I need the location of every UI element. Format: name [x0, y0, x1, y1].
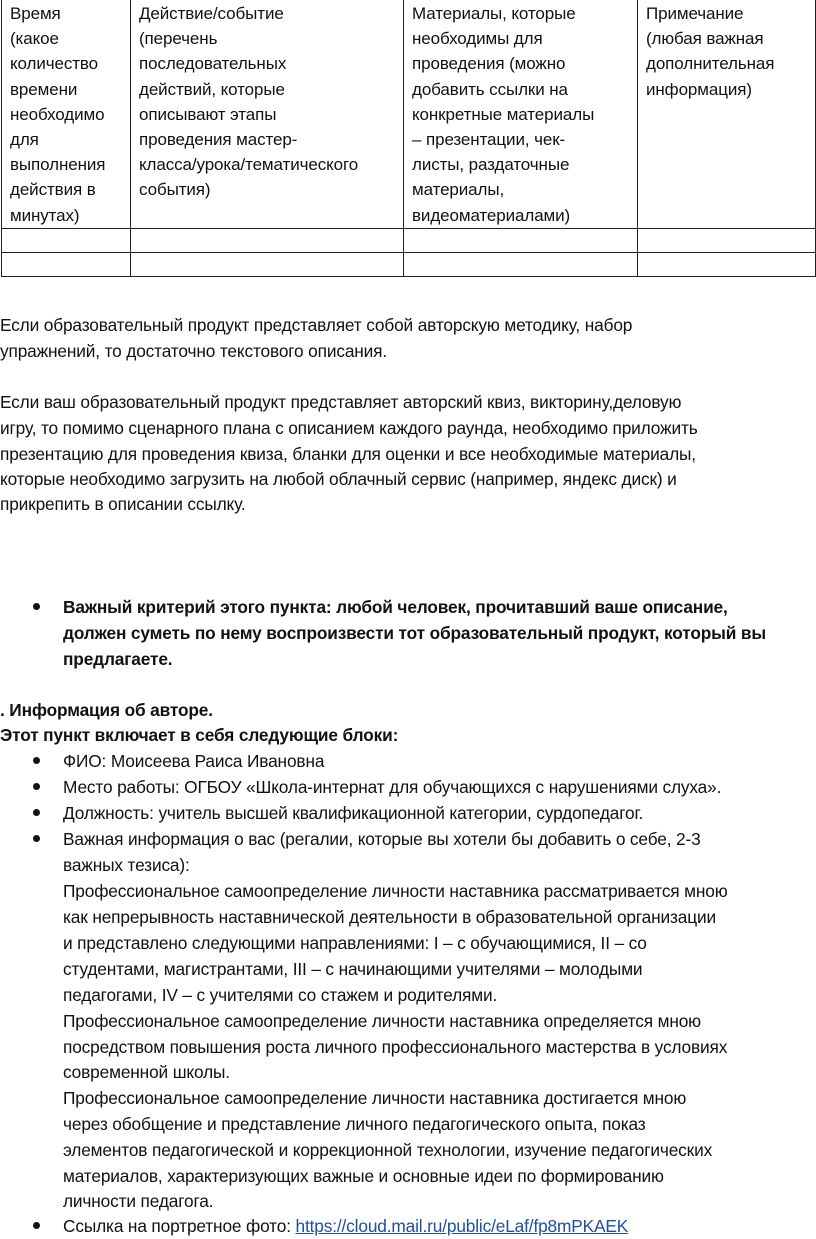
table-cell[interactable] — [638, 228, 816, 252]
info-line: современной школы. — [63, 1062, 230, 1082]
header-line: для — [10, 130, 39, 150]
bullet-icon — [33, 603, 40, 610]
header-line: Действие/событие — [139, 4, 284, 23]
header-line: Материалы, которые — [412, 4, 576, 23]
scenario-table — [1, 0, 816, 277]
table-row — [2, 228, 816, 252]
info-line: педагогами, IV – с учителями со стажем и родителями. — [63, 985, 498, 1005]
header-line: минутах) — [10, 205, 80, 225]
table-header-row — [2, 0, 816, 228]
header-cell-note — [638, 0, 816, 228]
info-line: посредством повышения роста личного профессионального мастерства в условиях — [63, 1037, 728, 1057]
bullet-icon — [33, 783, 40, 790]
header-line: Время — [10, 4, 61, 23]
info-line: студентами, магистрантами, III – с начинающими учителями – молодыми — [63, 959, 643, 979]
bullet-icon — [33, 757, 40, 764]
header-line: дополнительная — [646, 54, 775, 74]
info-line: материалов, характеризующих важные и основные идеи по формированию — [63, 1166, 664, 1186]
header-line: проведения (можно — [412, 54, 566, 74]
info-line: Профессиональное самоопределение личности наставника достигается мною — [63, 1088, 687, 1108]
header-line: времени — [10, 79, 78, 99]
author-fio: ФИО: Моисеева Раиса Ивановна — [63, 751, 325, 771]
table-cell[interactable] — [404, 252, 638, 276]
table-cell[interactable] — [2, 228, 131, 252]
bullet-icon — [33, 835, 40, 842]
paragraph-line: Если образовательный продукт представляет собой авторскую методику, набор — [0, 315, 633, 335]
header-line: листы, раздаточные — [412, 155, 570, 175]
header-cell-time — [2, 0, 131, 228]
paragraph-line: которые необходимо загрузить на любой облачный сервис (например, яндекс диск) и — [0, 469, 677, 489]
header-line: последовательных — [139, 54, 287, 74]
header-line: – презентации, чек- — [412, 130, 566, 150]
header-cell-materials — [404, 0, 638, 228]
info-line: Важная информация о вас (регалии, которые вы хотели бы добавить о себе, 2-3 — [63, 829, 701, 849]
table-cell[interactable] — [2, 252, 131, 276]
photo-link-item — [63, 1213, 628, 1239]
header-line: (перечень — [139, 29, 218, 49]
header-line: проведения мастер- — [139, 130, 298, 150]
criterion-line: должен суметь по нему воспроизвести тот образовательный продукт, который вы — [63, 623, 766, 643]
header-line: события) — [139, 180, 211, 200]
info-line: и представлено следующими направлениями: I – с обучающимися, II – со — [63, 933, 647, 953]
paragraph-line: упражнений, то достаточно текстового описания. — [0, 341, 388, 361]
header-line: конкретные материалы — [412, 104, 595, 124]
header-line: добавить ссылки на — [412, 79, 568, 99]
info-line: как непрерывность наставнической деятельности в образовательной организации — [63, 907, 716, 927]
criterion-line: Важный критерий этого пункта: любой человек, прочитавший ваше описание, — [63, 597, 728, 617]
header-line: (любая важная — [646, 29, 764, 49]
criterion-line: предлагаете. — [63, 649, 173, 669]
paragraph-line: Если ваш образовательный продукт представляет авторский квиз, викторину,деловую — [0, 392, 682, 412]
header-line: действия в — [10, 180, 96, 200]
header-line: необходимы для — [412, 29, 543, 49]
header-line: (какое — [10, 29, 59, 49]
header-line: материалы, — [412, 180, 505, 200]
paragraph-line: прикрепить в описании ссылку. — [0, 494, 246, 514]
header-line: выполнения — [10, 155, 106, 175]
header-line: информация) — [646, 79, 752, 99]
author-workplace: Место работы: ОГБОУ «Школа-интернат для обучающихся с нарушениями слуха». — [63, 777, 722, 797]
photo-link-label: Ссылка на портретное фото: — [63, 1216, 296, 1236]
header-line: действий, которые — [139, 79, 285, 99]
info-line: через обобщение и представление личного педагогического опыта, показ — [63, 1114, 646, 1134]
header-line: необходимо — [10, 104, 105, 124]
bullet-icon — [33, 1222, 40, 1229]
header-line: видеоматериалами) — [412, 205, 571, 225]
table-cell[interactable] — [638, 252, 816, 276]
table-cell[interactable] — [131, 252, 404, 276]
portrait-photo-link[interactable]: https://cloud.mail.ru/public/eLaf/fp8mPKAEK — [295, 1216, 629, 1236]
table-row — [2, 252, 816, 276]
section-title: . Информация об авторе. — [0, 700, 213, 720]
table-cell[interactable] — [404, 228, 638, 252]
info-line: элементов педагогической и коррекционной технологии, изучение педагогических — [63, 1140, 713, 1160]
author-position: Должность: учитель высшей квалификационной категории, сурдопедагог. — [63, 803, 644, 823]
header-line: Примечание — [646, 4, 744, 23]
info-line: Профессиональное самоопределение личности наставника рассматривается мною — [63, 881, 728, 901]
paragraph-line: презентацию для проведения квиза, бланки для оценки и все необходимые материалы, — [0, 444, 696, 464]
header-cell-action — [131, 0, 404, 228]
table-cell[interactable] — [131, 228, 404, 252]
header-line: класса/урока/тематического — [139, 155, 359, 175]
header-line: описывают этапы — [139, 104, 277, 124]
info-line: важных тезиса): — [63, 855, 190, 875]
paragraph-line: игру, то помимо сценарного плана с описанием каждого раунда, необходимо приложить — [0, 418, 698, 438]
section-subtitle: Этот пункт включает в себя следующие блоки: — [0, 725, 399, 745]
header-line: количество — [10, 54, 99, 74]
info-line: Профессиональное самоопределение личности наставника определяется мною — [63, 1011, 701, 1031]
info-line: личности педагога. — [63, 1191, 214, 1211]
bullet-icon — [33, 809, 40, 816]
